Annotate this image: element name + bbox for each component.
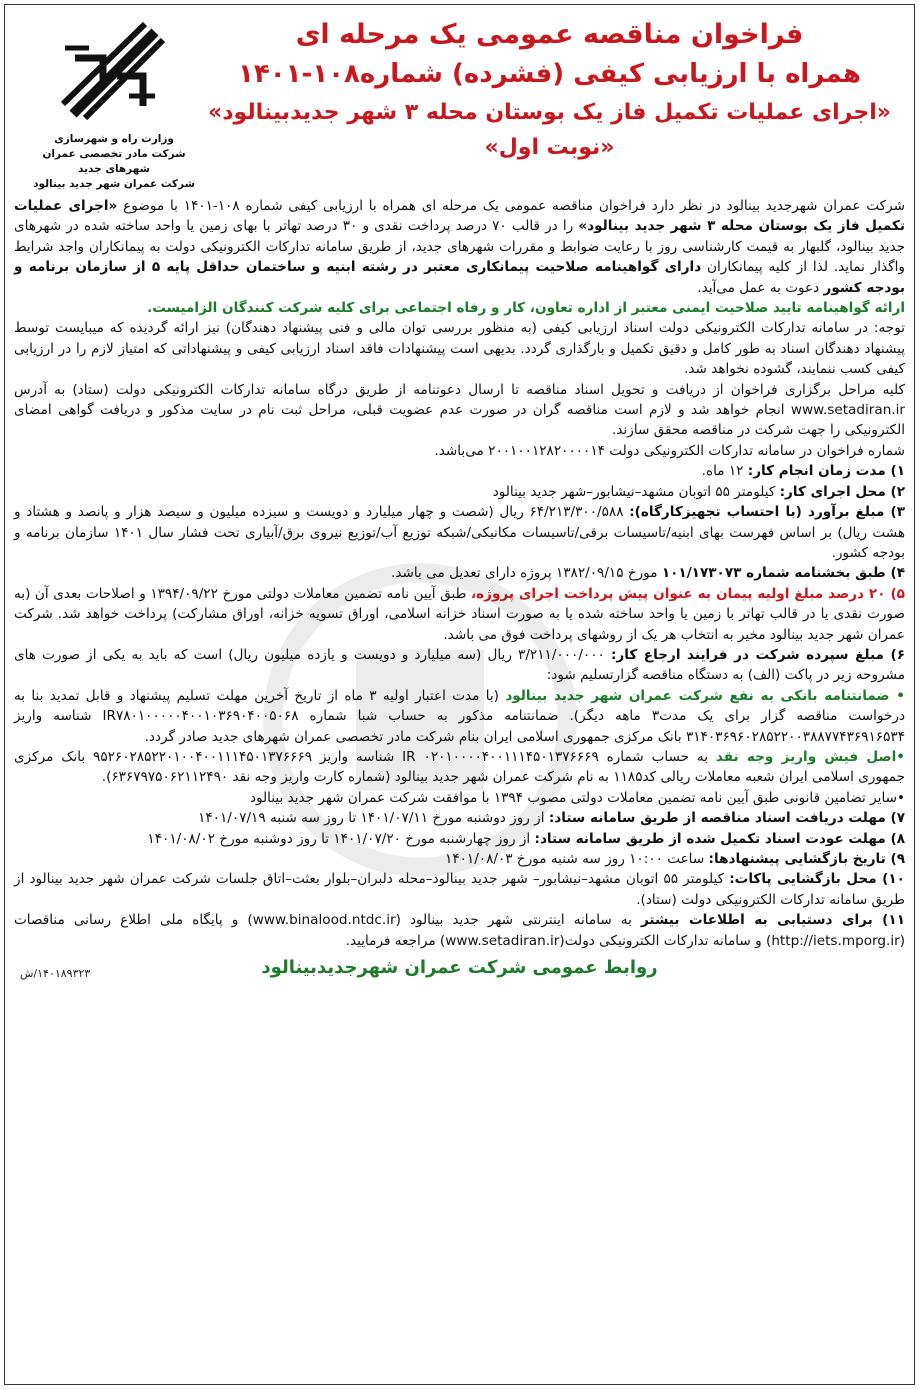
item-duration-label: ۱) مدت زمان انجام کار: — [747, 463, 905, 480]
company-logo — [24, 18, 204, 192]
guarantee-bank-value: (با مدت اعتبار اولیه ۳ ماه از تاریخ آخرین مهلت تسلیم پیشنهاد و قابل تمدید بنا به درخواست مناقصه گزار برای یک مدت۳ ماهه دیگر). ضمانتنامه مذکور به حساب شبا شماره IR۷۸۰۱۰۰۰۰۰۴۰۰۱۰۳۶۹۰۴۰۰۵۰۶۸ شناسه واریز ۳۱۴۰۳۶۹۶۰۲۸۵۲۲۰۰۳۸۸۷۷۴۳۶۹۱۶۵۳۴ بانک مرکزی جمهوری اسلامی ایران بنام شرکت مادر تخصصی عمران شهرهای جدید صادر گردد. — [14, 687, 905, 745]
parent-company-name: شرکت مادر تخصصی عمران شهرهای جدید — [42, 148, 186, 175]
item-opening-date-value: ساعت ۱۰:۰۰ روز سه شنبه مورخ ۱۴۰۱/۰۸/۰۳ — [445, 851, 705, 867]
guarantee-cash-label: •اصل فیش واریز وجه نقد — [715, 748, 905, 765]
item-document-return-value: از روز چهارشنبه مورخ ۱۴۰۱/۰۷/۲۰ تا روز دوشنبه مورخ ۱۴۰۱/۰۸/۰۲ — [147, 830, 531, 847]
title-line-4: «نوبت اول» — [484, 135, 615, 160]
item-deposit-label: ۶) مبلغ سپرده شرکت در فرایند ارجاع کار: — [610, 646, 905, 663]
item-more-info-value: به سامانه اینترنتی شهر جدید بینالود (www.binalood.ntdc.ir) و پایگاه ملی اطلاع رسانی مناقصات (http://iets.mporg.ir) و سامانه تدارکات الکترونیکی دولت(www.setadiran.ir) مراجعه فرمایید. — [14, 912, 905, 949]
item-document-receipt-value: از روز دوشنبه مورخ ۱۴۰۱/۰۷/۱۱ تا روز سه شنبه ۱۴۰۱/۰۷/۱۹ — [198, 810, 545, 827]
header — [14, 6, 905, 196]
setad-text-a: کلیه مراحل برگزاری فراخوان از دریافت و تحویل اسناد مناقصه تا ارسال دعوتنامه از طریق درگاه سامانه تدارکات الکترونیکی دولت (ستاد) به آدرس — [14, 381, 905, 398]
intro-text-c: را در قالب ۷۰ درصد پرداخت نقدی و ۳۰ درصد تهاتر با بهای زمین یا واحد ساخته شده در شهرهای جدید بینالود، گلبهار به قیمت کارشناسی روز با رعایت ضوابط و مقررات شهرهای جدید، از طریق سامانه تدارکات الکترونیکی دولت به پیمانکاران واجد شرایط واگذار نماید. لذا از کلیه پیمانکاران — [14, 218, 905, 276]
item-prepayment-label: ۵) ۲۰ درصد مبلغ اولیه پیمان به عنوان پیش پرداخت اجرای پروژه، — [470, 585, 905, 602]
setad-url-link[interactable]: www.setadiran.ir — [790, 402, 906, 419]
item-estimate-label: ۳) مبلغ برآورد (با احتساب تجهیزکارگاه): — [629, 504, 905, 521]
item-circular-value: مورخ ۱۳۸۲/۰۹/۱۵ پروژه دارای تعدیل می باشد. — [391, 565, 658, 582]
qualification-requirement: دارای گواهینامه صلاحیت پیمانکاری معتبر در رشته ابنیه و ساختمان حداقل پایه ۵ از سازمان برنامه و بودجه کشور — [14, 259, 905, 296]
item-document-receipt-label: ۷) مهلت دریافت اسناد مناقصه از طریق سامانه ستاد: — [548, 810, 905, 827]
item-duration-value: ۱۲ ماه. — [701, 463, 744, 480]
item-opening-place-label: ۱۰) محل بازگشایی پاکات: — [729, 871, 905, 888]
quality-evaluation-note: توجه: در سامانه تدارکات الکترونیکی دولت اسناد ارزیابی کیفی (به منظور بررسی توان مالی و فنی پیشنهاد دهندگان) نیز ارائه گردیده که میبایست توسط پیشنهاد دهندگان اسناد به طور کامل و دقیق تکمیل و بارگذاری گردد. بدیهی است پیشنهادات فاقد اسناد ارزیابی کیفی و پیشنهاداتی که امتیاز لازم را در ارزیابی کیفی کسب ننمایند، گشوده نخواهد شد. — [14, 320, 905, 378]
title-line-3: «اجرای عملیات تکمیل فاز یک بوستان محله ۳ شهر جدیدبینالود» — [208, 100, 891, 125]
ministry-name: وزارت راه و شهرسازی — [54, 133, 174, 145]
item-circular-label: ۴) طبق بخشنامه شماره ۱۰۱/۱۷۳۰۷۳ — [661, 565, 905, 582]
item-estimate-value: ۶۴/۲۱۳/۳۰۰/۵۸۸ ریال (شصت و چهار میلیارد و دویست و سیزده میلیون و سیصد هزار و پانصد و هشتاد و هشت ریال) بر اساس فهرست بهای ابنیه/تاسیسات برقی/تاسیسات مکانیکی/شبکه توزیع آب/توزیع نیروی برق/آبیاری تحت فشار سال ۱۴۰۱ سازمان برنامه و بودجه کشور. — [14, 504, 905, 561]
company-name: شرکت عمران شهر جدید بینالود — [33, 178, 195, 190]
page-border — [4, 4, 915, 1385]
guarantee-other: •سایر تضامین قانونی طبق آیین نامه تضمین معاملات دولتی مصوب ۱۳۹۴ با موافقت شرکت عمران شهر جدید بینالود — [249, 789, 905, 806]
intro-text-e: دعوت به عمل می‌آید. — [697, 279, 820, 296]
item-opening-date-label: ۹) تاریخ بازگشایی پیشنهادها: — [708, 851, 905, 867]
safety-certificate-notice: ارائه گواهینامه تایید صلاحیت ایمنی معتبر از اداره تعاون، کار و رفاه اجتماعی برای کلیه شرکت کنندگان الزامیست. — [147, 300, 905, 317]
public-relations-signature: روابط عمومی شرکت عمران شهرجدیدبینالود — [261, 957, 658, 979]
title-block — [194, 16, 905, 164]
guarantee-cash-value: به حساب شماره ۰۲۰۱۰۰۰۰۴۰۰۱۱۱۴۵۰۱۳۷۶۶۶۹ IR شناسه واریز ۹۵۲۶۰۲۸۵۲۲۰۱۰۰۴۰۰۱۱۱۴۵۰۱۳۷۶۶۶۹ بانک مرکزی جمهوری اسلامی ایران شعبه معاملات ریالی کد۱۱۸۵ به نام شرکت عمران شهر جدید بینالود (شماره کارت واریز وجه نقد ۶۳۶۷۹۷۵۰۶۲۱۱۲۴۹۰). — [14, 748, 905, 786]
item-location-value: کیلومتر ۵۵ اتوبان مشهد–نیشابور–شهر جدید بینالود — [492, 483, 776, 500]
title-line-1: فراخوان مناقصه عمومی یک مرحله ای — [295, 19, 804, 50]
item-document-return-label: ۸) مهلت عودت اسناد تکمیل شده از طریق سامانه ستاد: — [534, 830, 905, 847]
project-title-inline: «اجرای عملیات تکمیل فاز یک بوستان محله ۳ شهر جدید بینالود» — [14, 198, 905, 235]
item-opening-place-value: کیلومتر ۵۵ اتوبان مشهد–نیشابور– شهر جدید بینالود–محله دلبران–بلوار بعثت–اتاق جلسات شرکت عمران شهر جدید بینالود از طریق سامانه تدارکات الکترونیکی دولت (ستاد). — [14, 871, 905, 908]
footer — [14, 957, 905, 991]
item-more-info-label: ۱۱) برای دستیابی به اطلاعات بیشتر — [640, 912, 905, 929]
title-line-2: همراه با ارزیابی کیفی (فشرده) شماره۱۰۸-۱۴۰۱ — [238, 59, 861, 89]
intro-text-a: شرکت عمران شهرجدید بینالود در نظر دارد فراخوان مناقصه عمومی یک مرحله ای همراه با ارزیابی کیفی شماره ۱۰۸-۱۴۰۱ با موضوع — [123, 198, 905, 214]
tender-number-paragraph: شماره فراخوان در سامانه تدارکات الکترونیکی دولت ۲۰۰۱۰۰۱۲۸۲۰۰۰۰۱۴ می‌باشد. — [434, 442, 905, 459]
item-deposit-value: ۳/۲۱۱/۰۰۰/۰۰۰ ریال (سه میلیارد و دویست و یازده میلیون ریال) است که باید به یکی از صورت های مشروحه زیر در پاکت (الف) به دستگاه مناقصه گزارتسلیم شود: — [14, 646, 905, 684]
item-prepayment-value: طبق آیین نامه تضمین معاملات دولتی مورخ ۱۳۹۴/۰۹/۲۲ و اصلاحات بعدی آن (به صورت نقدی یا در قالب تهاتر با زمین یا واحد ساخته شده یا به صورت اسناد خزانه اسلامی، اوراق تسویه خزانه، اوراق مشارکت) پرداخت خواهد شد. شرکت عمران شهر جدید بینالود مخیر به انتخاب هر یک از روشهای پرداخت فوق می باشد. — [14, 585, 905, 643]
notice-code: ۱۴۰۱۸۹۳۲۳/ش — [20, 967, 91, 981]
setad-text-b: انجام خواهد شد و لازم است مناقصه گران در صورت عدم عضویت قبلی، مراحل ثبت نام در سایت مذکور و دریافت گواهی امضای الکترونیکی را جهت شرکت در مناقصه محقق سازند. — [14, 402, 905, 439]
item-location-label: ۲) محل اجرای کار: — [779, 483, 905, 500]
guarantee-bank-label: • ضمانتنامه بانکی به نفع شرکت عمران شهر جدید بینالود — [505, 687, 905, 704]
road-and-urban-ministry-logo-icon — [55, 18, 173, 130]
